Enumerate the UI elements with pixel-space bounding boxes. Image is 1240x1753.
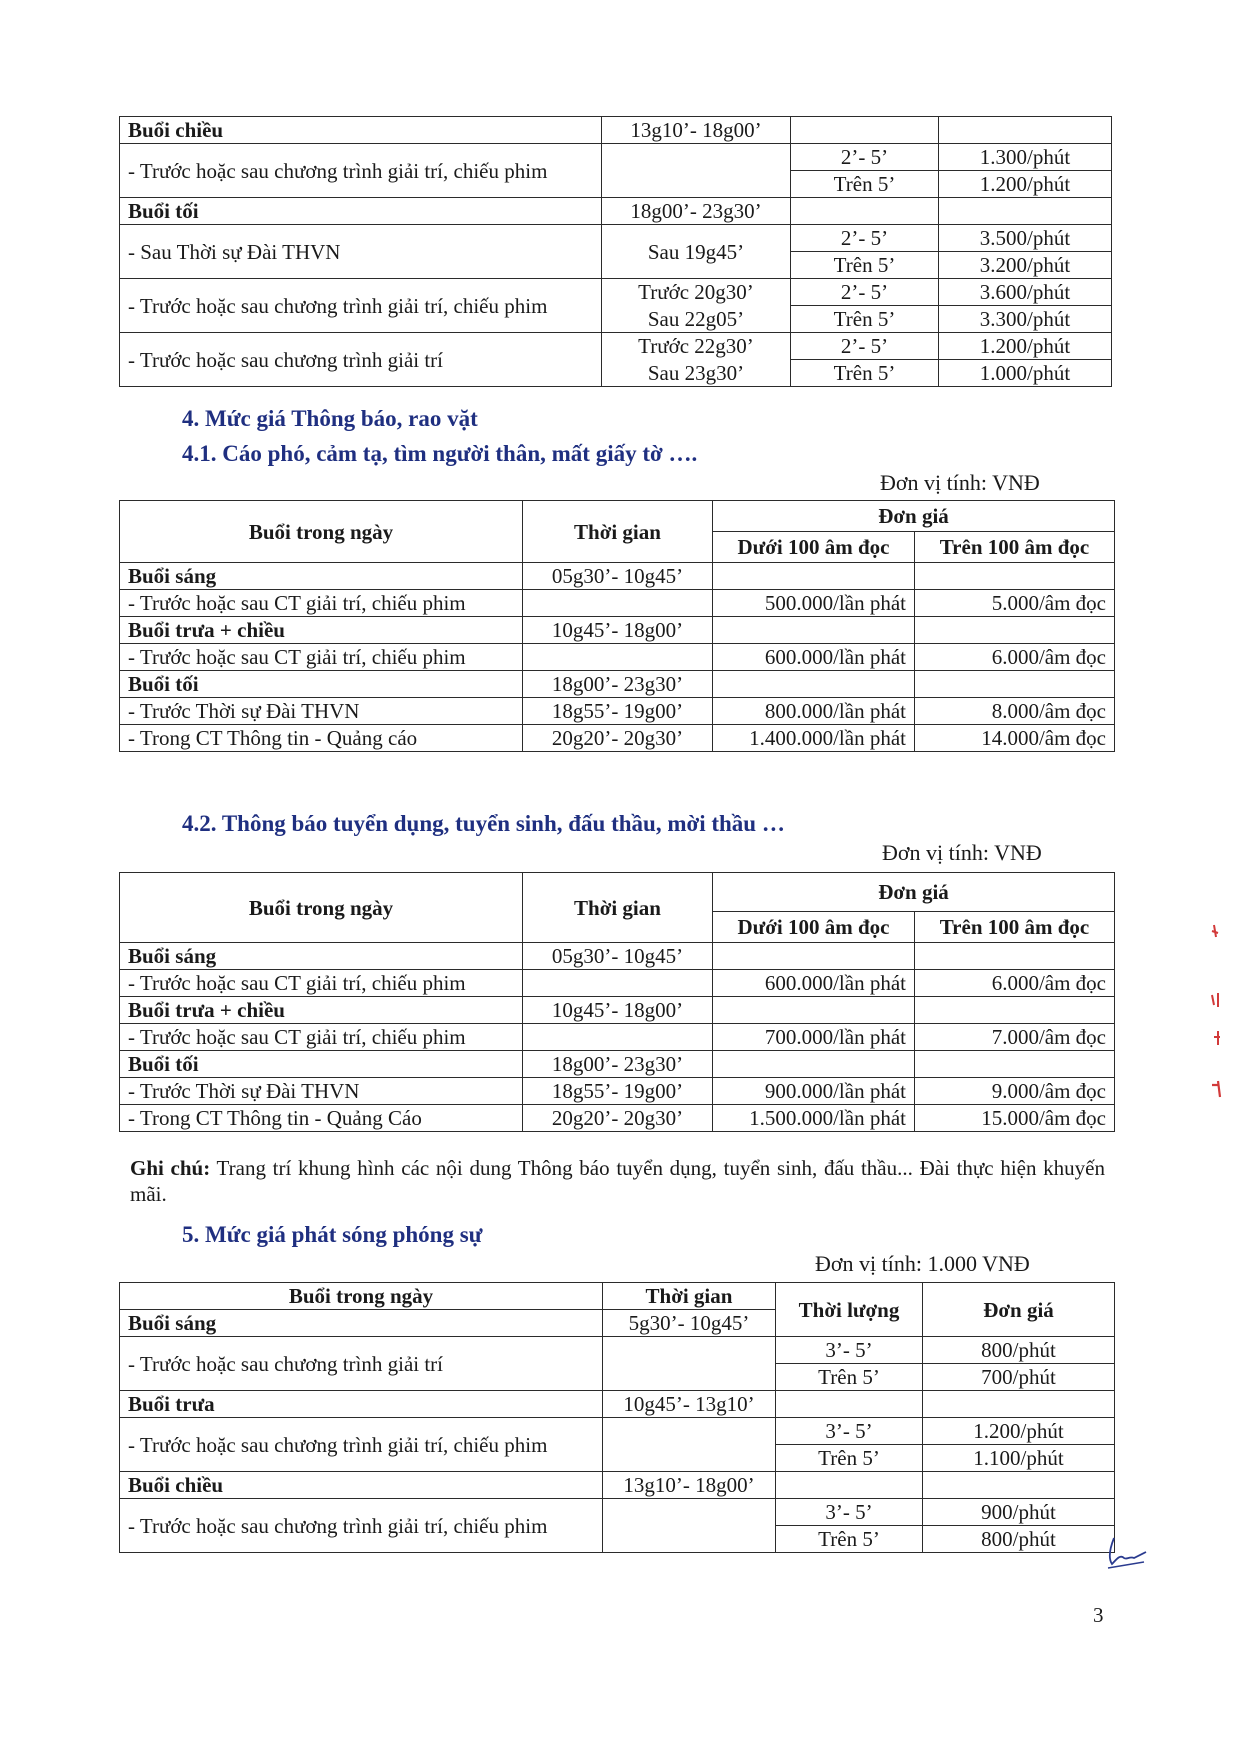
row-label: - Trước hoặc sau chương trình giải trí, chiếu phim — [120, 279, 602, 333]
table-row — [120, 943, 1115, 970]
header-time: Thời gian — [603, 1283, 776, 1310]
price-per-broadcast-cell: 600.000/lần phát — [713, 644, 915, 671]
time-cell: 20g20’- 20g30’ — [523, 1105, 713, 1132]
time-cell: 13g10’- 18g00’ — [603, 1472, 776, 1499]
price-per-broadcast-cell — [713, 617, 915, 644]
time-cell — [603, 1337, 776, 1391]
empty-cell — [791, 198, 939, 225]
price-per-broadcast-cell — [713, 997, 915, 1024]
price-per-broadcast-cell: 700.000/lần phát — [713, 1024, 915, 1051]
header-time: Thời gian — [523, 501, 713, 563]
row-label: - Trước hoặc sau CT giải trí, chiếu phim — [120, 590, 523, 617]
time-cell: 20g20’- 20g30’ — [523, 725, 713, 752]
price-cell: 1.200/phút — [923, 1418, 1115, 1445]
unit-label: Đơn vị tính: VNĐ — [882, 840, 1042, 865]
table-row — [120, 563, 1115, 590]
price-per-syllable-cell — [915, 943, 1115, 970]
table-header-row — [120, 501, 1115, 532]
duration-cell: 3’- 5’ — [776, 1418, 923, 1445]
price-per-syllable-cell: 6.000/âm đọc — [915, 644, 1115, 671]
row-label: - Trước hoặc sau chương trình giải trí — [120, 333, 602, 387]
notice-rate-table-4-2 — [119, 872, 1115, 1132]
table-row — [120, 198, 1112, 225]
time-cell — [523, 590, 713, 617]
time-cell: 10g45’- 18g00’ — [523, 617, 713, 644]
table-row — [120, 279, 1112, 306]
section-4-title: 4. Mức giá Thông báo, rao vặt — [182, 406, 478, 431]
empty-cell — [791, 117, 939, 144]
price-per-syllable-cell: 6.000/âm đọc — [915, 970, 1115, 997]
duration-cell: 3’- 5’ — [776, 1499, 923, 1526]
table-row — [120, 590, 1115, 617]
row-label: - Trước hoặc sau CT giải trí, chiếu phim — [120, 1024, 523, 1051]
header-over-100: Trên 100 âm đọc — [915, 912, 1115, 943]
price-per-broadcast-cell — [713, 671, 915, 698]
time-cell: 18g55’- 19g00’ — [523, 698, 713, 725]
price-per-broadcast-cell — [713, 943, 915, 970]
duration-cell: Trên 5’ — [791, 306, 939, 333]
time-cell: Sau 19g45’ — [602, 225, 791, 279]
table-row — [120, 1418, 1115, 1445]
row-label: - Trong CT Thông tin - Quảng cáo — [120, 725, 523, 752]
price-cell: 3.200/phút — [939, 252, 1112, 279]
empty-cell — [939, 198, 1112, 225]
duration-cell: 2’- 5’ — [791, 144, 939, 171]
note-paragraph — [130, 1155, 1105, 1207]
section-5-title: 5. Mức giá phát sóng phóng sự — [182, 1222, 483, 1247]
time-cell: 10g45’- 13g10’ — [603, 1391, 776, 1418]
row-label: - Trước hoặc sau CT giải trí, chiếu phim — [120, 970, 523, 997]
header-duration: Thời lượng — [776, 1283, 923, 1337]
table-row — [120, 333, 1112, 360]
table-row — [120, 725, 1115, 752]
session-label: Buổi trưa — [120, 1391, 603, 1418]
table-header-row — [120, 1283, 1115, 1310]
report-rate-table — [119, 1282, 1115, 1553]
empty-cell — [923, 1391, 1115, 1418]
duration-cell: Trên 5’ — [776, 1445, 923, 1472]
price-per-broadcast-cell: 1.500.000/lần phát — [713, 1105, 915, 1132]
table-row — [120, 1499, 1115, 1526]
time-cell: 05g30’- 10g45’ — [523, 563, 713, 590]
row-label: Buổi trưa + chiều — [120, 997, 523, 1024]
price-per-syllable-cell — [915, 997, 1115, 1024]
duration-cell: Trên 5’ — [791, 171, 939, 198]
row-label: Buổi tối — [120, 1051, 523, 1078]
empty-cell — [923, 1472, 1115, 1499]
table-row — [120, 1472, 1115, 1499]
header-price: Đơn giá — [713, 501, 1115, 532]
table-row — [120, 617, 1115, 644]
price-per-broadcast-cell: 1.400.000/lần phát — [713, 725, 915, 752]
header-under-100: Dưới 100 âm đọc — [713, 912, 915, 943]
row-label: - Trong CT Thông tin - Quảng Cáo — [120, 1105, 523, 1132]
table-row — [120, 1337, 1115, 1364]
row-label: Buổi sáng — [120, 943, 523, 970]
time-cell — [603, 1499, 776, 1553]
header-over-100: Trên 100 âm đọc — [915, 532, 1115, 563]
price-per-broadcast-cell — [713, 563, 915, 590]
page-number: 3 — [1093, 1603, 1104, 1627]
note-text: Trang trí khung hình các nội dung Thông báo tuyển dụng, tuyển sinh, đấu thầu... Đài thực hiện khuyến mãi. — [130, 1156, 1105, 1206]
price-per-syllable-cell — [915, 1051, 1115, 1078]
price-per-syllable-cell: 14.000/âm đọc — [915, 725, 1115, 752]
time-cell: 05g30’- 10g45’ — [523, 943, 713, 970]
initials-signature-mark — [1100, 1532, 1150, 1572]
section-4-2-title: 4.2. Thông báo tuyển dụng, tuyển sinh, đấu thầu, mời thầu … — [182, 811, 785, 836]
time-cell — [523, 644, 713, 671]
table-row — [120, 1105, 1115, 1132]
time-cell: 13g10’- 18g00’ — [602, 117, 791, 144]
time-cell: Trước 22g30’ — [602, 333, 791, 360]
price-per-broadcast-cell — [713, 1051, 915, 1078]
price-cell: 1.000/phút — [939, 360, 1112, 387]
header-session: Buổi trong ngày — [120, 1283, 603, 1310]
price-per-broadcast-cell: 500.000/lần phát — [713, 590, 915, 617]
notice-rate-table-4-1 — [119, 500, 1115, 752]
table-row — [120, 997, 1115, 1024]
table-row — [120, 144, 1112, 171]
duration-cell: 2’- 5’ — [791, 279, 939, 306]
session-label: Buổi chiều — [120, 117, 602, 144]
price-cell: 1.200/phút — [939, 333, 1112, 360]
session-label: Buổi tối — [120, 198, 602, 225]
price-cell: 1.200/phút — [939, 171, 1112, 198]
row-label: - Trước hoặc sau chương trình giải trí, chiếu phim — [120, 1499, 603, 1553]
price-per-broadcast-cell: 600.000/lần phát — [713, 970, 915, 997]
table-row — [120, 225, 1112, 252]
price-per-syllable-cell — [915, 563, 1115, 590]
stamp-bleed-marks — [1200, 915, 1230, 1115]
price-per-syllable-cell: 15.000/âm đọc — [915, 1105, 1115, 1132]
duration-cell: Trên 5’ — [776, 1526, 923, 1553]
header-price: Đơn giá — [713, 873, 1115, 912]
price-cell: 700/phút — [923, 1364, 1115, 1391]
duration-cell: Trên 5’ — [791, 252, 939, 279]
price-cell: 3.500/phút — [939, 225, 1112, 252]
table-row — [120, 671, 1115, 698]
table-header-row — [120, 873, 1115, 912]
price-per-syllable-cell: 8.000/âm đọc — [915, 698, 1115, 725]
row-label: - Trước hoặc sau chương trình giải trí, chiếu phim — [120, 144, 602, 198]
table-row — [120, 1051, 1115, 1078]
header-session: Buổi trong ngày — [120, 873, 523, 943]
time-cell: Sau 22g05’ — [602, 306, 791, 333]
empty-cell — [776, 1472, 923, 1499]
time-cell — [602, 144, 791, 198]
row-label: - Trước hoặc sau chương trình giải trí — [120, 1337, 603, 1391]
duration-cell: Trên 5’ — [776, 1364, 923, 1391]
price-per-syllable-cell: 5.000/âm đọc — [915, 590, 1115, 617]
price-per-syllable-cell: 7.000/âm đọc — [915, 1024, 1115, 1051]
price-per-broadcast-cell: 800.000/lần phát — [713, 698, 915, 725]
row-label: Buổi tối — [120, 671, 523, 698]
table-row — [120, 644, 1115, 671]
time-cell — [523, 1024, 713, 1051]
price-cell: 1.100/phút — [923, 1445, 1115, 1472]
table-row — [120, 1024, 1115, 1051]
price-cell: 1.300/phút — [939, 144, 1112, 171]
price-cell: 3.300/phút — [939, 306, 1112, 333]
price-per-syllable-cell — [915, 617, 1115, 644]
price-cell: 800/phút — [923, 1337, 1115, 1364]
row-label: - Trước Thời sự Đài THVN — [120, 1078, 523, 1105]
row-label: Buổi sáng — [120, 563, 523, 590]
time-cell: Trước 20g30’ — [602, 279, 791, 306]
duration-cell: Trên 5’ — [791, 360, 939, 387]
time-cell: 18g00’- 23g30’ — [523, 1051, 713, 1078]
table-row — [120, 698, 1115, 725]
time-cell — [603, 1418, 776, 1472]
time-cell: 10g45’- 18g00’ — [523, 997, 713, 1024]
unit-label: Đơn vị tính: 1.000 VNĐ — [815, 1251, 1030, 1276]
row-label: - Trước hoặc sau chương trình giải trí, chiếu phim — [120, 1418, 603, 1472]
price-per-syllable-cell: 9.000/âm đọc — [915, 1078, 1115, 1105]
duration-cell: 2’- 5’ — [791, 225, 939, 252]
table-row — [120, 1391, 1115, 1418]
duration-cell: 3’- 5’ — [776, 1337, 923, 1364]
header-under-100: Dưới 100 âm đọc — [713, 532, 915, 563]
table-row — [120, 970, 1115, 997]
empty-cell — [939, 117, 1112, 144]
time-cell: Sau 23g30’ — [602, 360, 791, 387]
time-cell: 5g30’- 10g45’ — [603, 1310, 776, 1337]
row-label: Buổi trưa + chiều — [120, 617, 523, 644]
table-row — [120, 117, 1112, 144]
header-time: Thời gian — [523, 873, 713, 943]
empty-cell — [776, 1391, 923, 1418]
time-cell: 18g55’- 19g00’ — [523, 1078, 713, 1105]
row-label: - Trước hoặc sau CT giải trí, chiếu phim — [120, 644, 523, 671]
price-per-syllable-cell — [915, 671, 1115, 698]
rate-table-continued — [119, 116, 1112, 387]
header-session: Buổi trong ngày — [120, 501, 523, 563]
price-per-broadcast-cell: 900.000/lần phát — [713, 1078, 915, 1105]
price-cell: 800/phút — [923, 1526, 1115, 1553]
section-4-1-title: 4.1. Cáo phó, cảm tạ, tìm người thân, mất giấy tờ …. — [182, 441, 698, 466]
row-label: - Trước Thời sự Đài THVN — [120, 698, 523, 725]
table-row — [120, 1078, 1115, 1105]
duration-cell: 2’- 5’ — [791, 333, 939, 360]
price-cell: 900/phút — [923, 1499, 1115, 1526]
session-label: Buổi sáng — [120, 1310, 603, 1337]
time-cell: 18g00’- 23g30’ — [523, 671, 713, 698]
price-cell: 3.600/phút — [939, 279, 1112, 306]
time-cell — [523, 970, 713, 997]
header-price: Đơn giá — [923, 1283, 1115, 1337]
note-label: Ghi chú: — [130, 1156, 211, 1180]
session-label: Buổi chiều — [120, 1472, 603, 1499]
row-label: - Sau Thời sự Đài THVN — [120, 225, 602, 279]
unit-label: Đơn vị tính: VNĐ — [880, 470, 1040, 495]
time-cell: 18g00’- 23g30’ — [602, 198, 791, 225]
